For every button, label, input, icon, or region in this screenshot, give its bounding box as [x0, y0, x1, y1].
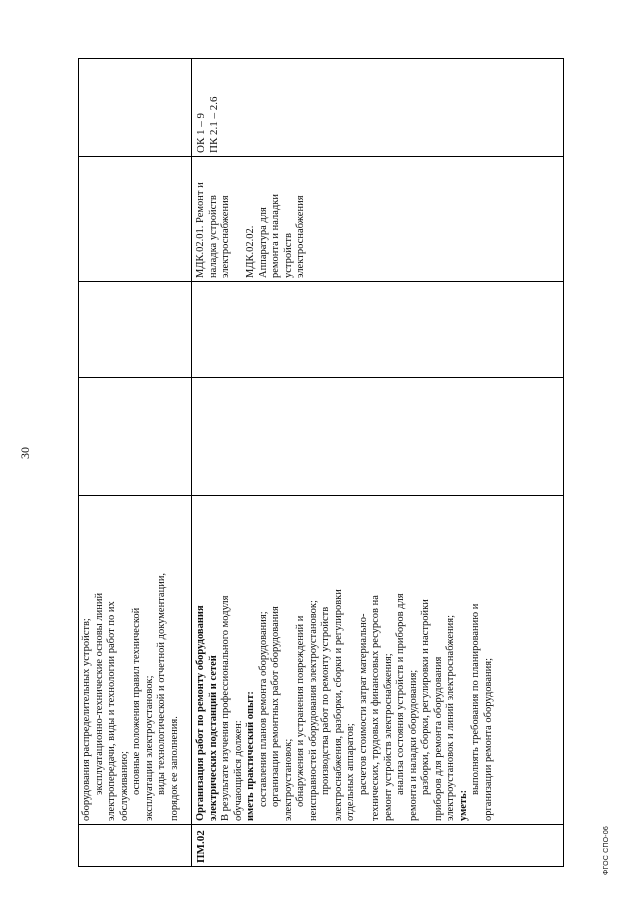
content-line: приборов для ремонта оборудования [432, 656, 444, 821]
content-line: разборки, сборки, регулировки и настройки [420, 599, 431, 795]
content-line: эксплуатации электроустановок; [143, 675, 155, 821]
content-line: организации ремонта оборудования; [482, 657, 494, 821]
mdk-line: устройств [282, 233, 294, 278]
content-line: оборудования распределительных устройств; [81, 618, 92, 821]
module-title-line: Организация работ по ремонту оборудования [195, 605, 206, 821]
module-content-cell [195, 499, 495, 821]
column-divider-code [78, 824, 564, 825]
mdk-line: электроснабжения [295, 195, 306, 278]
content-line: эксплуатационно-технические основы линий [93, 592, 105, 795]
content-line: расчетов стоимости затрат материально- [357, 613, 369, 795]
content-line: технических, трудовых и финансовых ресурсов на [370, 595, 381, 821]
content-line: порядок ее заполнения. [168, 716, 180, 821]
content-line: отдельных аппаратов; [345, 723, 356, 821]
table-top-border [78, 59, 79, 867]
content-line: электроустановок; [282, 738, 294, 821]
content-line: электропередачи, виды и технологии работ по их [106, 601, 117, 821]
mdk-line: МДК.02.01. Ремонт и [195, 182, 206, 278]
content-line: ремонта и наладки оборудования; [407, 669, 419, 821]
module-code: ПМ.02 [195, 830, 207, 863]
column-divider-mdk [78, 156, 564, 157]
mdk-line: МДК.02.02. [245, 225, 256, 278]
mdk-cell [195, 158, 308, 278]
competence-cell [195, 63, 221, 153]
mdk-spacer [233, 158, 246, 278]
content-line: В результате изучения профессионального модуля [220, 595, 231, 821]
mdk-line: Аппаратура для [257, 207, 269, 278]
content-line: организации ремонтных работ оборудования [270, 606, 281, 807]
column-divider-hours2 [78, 281, 564, 282]
module-title-line: электрических подстанций и сетей [207, 655, 219, 821]
competence-line: ПК 2.1 – 2.6 [208, 96, 220, 153]
continuation-content-cell [81, 499, 181, 821]
mdk-line: ремонта и наладки [270, 193, 281, 278]
mdk-line: наладка устройств [207, 195, 219, 278]
content-line: составления планов ремонта оборудования; [257, 611, 269, 807]
skills-heading: уметь: [457, 789, 469, 821]
table-right-border [78, 58, 564, 59]
content-line: обслуживанию; [118, 751, 130, 821]
content-line: производства работ по ремонту устройств [320, 606, 331, 795]
competence-line: ОК 1 – 9 [195, 112, 207, 153]
content-line: виды технологической и отчетной документации, [156, 572, 167, 795]
content-line: основные положения правил технической [131, 607, 142, 795]
page-number: 30 [18, 447, 32, 459]
content-line: ремонт устройств электроснабжения; [382, 653, 394, 821]
mdk-line: электроснабжения [220, 195, 231, 278]
content-line: обнаружения и устранения повреждений и [295, 615, 306, 807]
content-line: электроснабжения, разборки, сборки и регулировки [332, 589, 344, 821]
practical-experience-heading: иметь практический опыт: [245, 691, 256, 821]
content-line: неисправностей оборудования электроустановок; [307, 600, 319, 821]
table-bottom-border [563, 59, 564, 867]
content-line: выполнять требования по планированию и [470, 603, 481, 795]
content-line: анализа состояния устройств и приборов для [395, 593, 406, 795]
column-divider-hours1 [78, 377, 564, 378]
table-left-border [78, 866, 564, 867]
column-divider-content [78, 495, 564, 496]
content-line: электроустановок и линий электроснабжения; [445, 614, 456, 821]
table-row-divider [191, 59, 192, 867]
content-line: обучающийся должен: [232, 720, 244, 821]
footer-standard-mark: ФГОС СПО-06 [603, 825, 610, 875]
